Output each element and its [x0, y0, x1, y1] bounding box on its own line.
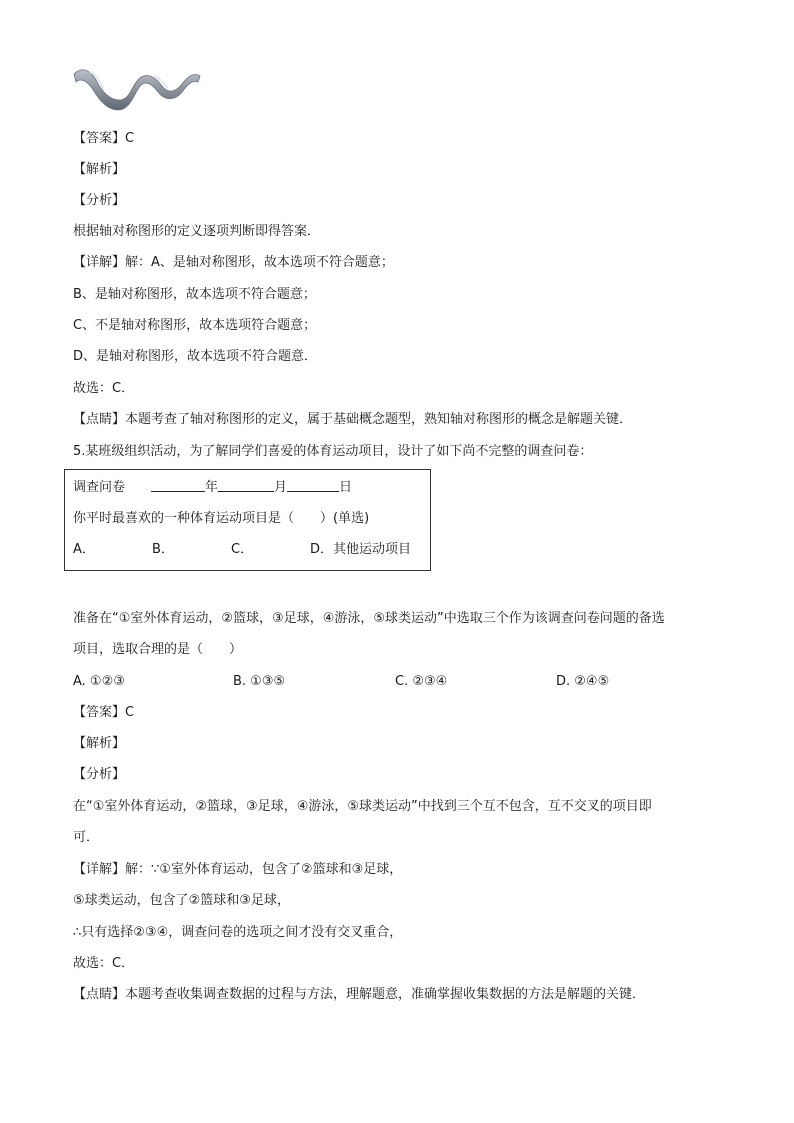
q5-stem: 5.某班级组织活动，为了解同学们喜爱的体育运动项目，设计了如下尚不完整的调查问卷： [73, 444, 593, 459]
q5-prep-line-2: 项目，选取合理的是（ ） [73, 642, 243, 657]
q5-choice-b: B. ①③⑤ [233, 674, 286, 689]
q4-analysis-heading: 【解析】 [73, 162, 126, 177]
survey-day-label: 日 [339, 480, 353, 495]
q4-detail-line-2: B、是轴对称图形，故本选项不符合题意； [73, 287, 316, 302]
wavy-ribbon-figure [70, 60, 205, 120]
q4-detail-line-3: C、不是轴对称图形，故本选项符合题意； [73, 318, 317, 333]
q4-comment: 【点睛】本题考查了轴对称图形的定义，属于基础概念题型，熟知轴对称图形的概念是解题关键． [73, 412, 633, 427]
q4-fenxi-text: 根据轴对称图形的定义逐项判断即得答案． [73, 224, 321, 239]
q5-conclusion: 故选：C． [73, 956, 135, 971]
survey-option-a: A． [73, 542, 95, 557]
survey-question: 你平时最喜欢的一种体育运动项目是（ ）(单选) [73, 511, 370, 526]
q5-detail-line-2: ⑤球类运动，包含了②篮球和③足球， [73, 893, 290, 908]
q5-choice-d: D. ②④⑤ [556, 674, 610, 689]
q5-analysis-heading: 【解析】 [73, 736, 126, 751]
survey-month-label: 月 [274, 480, 288, 495]
survey-option-b: B． [152, 542, 174, 557]
year-blank [151, 479, 205, 492]
survey-title: 调查问卷 [73, 480, 126, 495]
month-blank [218, 479, 274, 492]
q5-detail-line-1: 【详解】解：∵①室外体育运动，包含了②篮球和③足球， [73, 862, 403, 877]
q4-conclusion: 故选：C． [73, 381, 135, 396]
q4-detail-line-1: 【详解】解：A、是轴对称图形，故本选项不符合题意； [73, 255, 394, 270]
q5-fenxi-line-2: 可． [73, 830, 100, 845]
survey-title-row [73, 479, 352, 497]
q4-detail-line-4: D、是轴对称图形，故本选项不符合题意． [73, 349, 318, 364]
q5-prep-line-1: 准备在“①室外体育运动，②篮球，③足球，④游泳，⑤球类运动”中选取三个作为该调查问卷问题的备选 [73, 611, 665, 626]
q5-choice-c: C. ②③④ [395, 674, 448, 689]
q5-fenxi-heading: 【分析】 [73, 767, 126, 782]
q4-fenxi-heading: 【分析】 [73, 193, 126, 208]
day-blank [287, 479, 339, 492]
q5-detail-line-3: ∴只有选择②③④，调查问卷的选项之间才没有交叉重合， [73, 925, 403, 940]
q4-answer: 【答案】C [73, 131, 135, 146]
q5-choice-a: A. ①②③ [73, 674, 125, 689]
survey-year-label: 年 [205, 480, 219, 495]
survey-option-d: D．其他运动项目 [310, 542, 412, 557]
q5-comment: 【点睛】本题考查收集调查数据的过程与方法，理解题意，准确掌握收集数据的方法是解题的关键． [73, 987, 646, 1002]
survey-form-box [64, 469, 431, 571]
q5-answer: 【答案】C [73, 705, 135, 720]
q5-fenxi-line-1: 在“①室外体育运动，②篮球，③足球，④游泳，⑤球类运动”中找到三个互不包含，互不交叉的项目即 [73, 799, 652, 814]
survey-option-c: C． [231, 542, 254, 557]
